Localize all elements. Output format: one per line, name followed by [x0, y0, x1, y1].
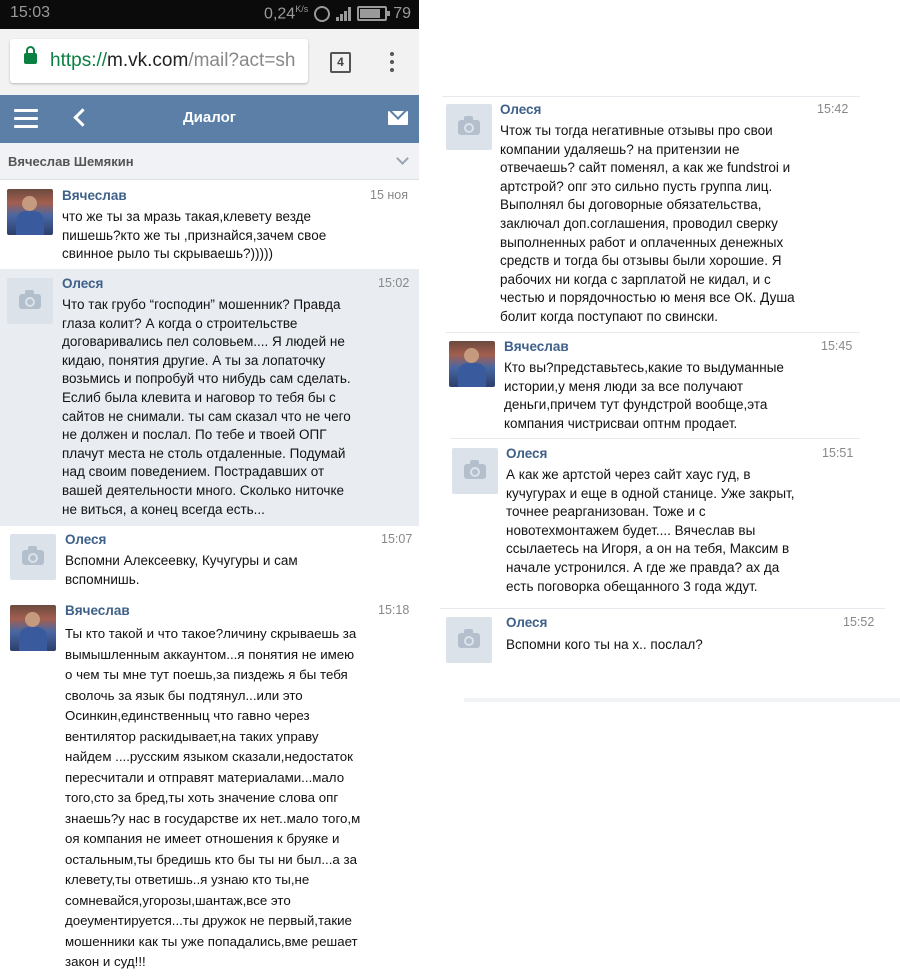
- avatar[interactable]: [10, 534, 56, 580]
- message-time: 15:51: [822, 446, 854, 460]
- message-item[interactable]: [440, 608, 885, 676]
- page-title: Диалог: [183, 109, 236, 126]
- camera-icon: [22, 550, 44, 565]
- message-author[interactable]: Олеся: [506, 446, 548, 461]
- alarm-icon: [314, 6, 330, 22]
- message-author[interactable]: Вячеслав: [65, 603, 130, 618]
- message-time: 15:02: [378, 276, 410, 290]
- message-time: 15:52: [843, 615, 875, 629]
- message-text: А как же артстой через сайт хаус гуд, в кучугурах и еще в одной станице. Уже закрыт, точнее реарганизован. Тоже и с новотехмонтажем будет.... Вячеслав вы ссылаетесь на Игоря, а он на тебя, Максим в начале устронился. А где же правда? ах да есть поговорка обещанного 3 года ждут.: [506, 467, 795, 594]
- more-menu-icon[interactable]: [390, 52, 394, 72]
- avatar[interactable]: [446, 617, 492, 663]
- browser-toolbar: [0, 29, 419, 95]
- message-text: Ты кто такой и что такое?личину скрываешь за вымышленным аккаунтом...я понятия не имею о чем ты мне тут поешь,за пиздежь я бы тебя сволочь за язык бы подтянул...или это Осинкин,единственныц что гавно через вентилятор раскидывает,на таких управу найдем ....русским языком сказали,недостаток пересчитали и отправят материалами...мало того,сто за бред,ты хоть значение слова опг знаешь?у нас в государстве их нет..мало того,м оя компания не имеет отношения к бруяке и остальным,ты бредишь кто бы ты ни был...а за клевету,ты ответишь..я узнаю кто ты,не сомневайся,угорозы,шантаж,все это доеументируется...ты дружок не первый,такие мошенники как ты уже попадались,вме решает закон и суд!!!: [65, 626, 361, 969]
- message-author[interactable]: Вячеслав: [504, 339, 569, 354]
- message-author[interactable]: Вячеслав: [62, 188, 127, 203]
- app-header: [0, 95, 419, 143]
- message-text: Вспомни Алексеевку, Кучугуры и сам вспомнишь.: [65, 553, 298, 587]
- message-text: Кто вы?представьтесь,какие то выдуманные истории,у меня люди за все получают деньги,причем тут фундстрой вообще,эта компания чистрисваи оптнм продает.: [504, 360, 784, 431]
- message-time: 15:07: [381, 532, 413, 546]
- camera-icon: [458, 120, 480, 135]
- message-item[interactable]: [446, 332, 860, 438]
- avatar[interactable]: [10, 605, 56, 651]
- message-author[interactable]: Олеся: [500, 102, 542, 117]
- message-author[interactable]: Олеся: [62, 276, 104, 291]
- data-rate: $0,24^{K/s}$: [264, 4, 309, 23]
- message-author[interactable]: Олеся: [506, 615, 548, 630]
- message-item[interactable]: [0, 179, 419, 269]
- avatar[interactable]: [7, 278, 53, 324]
- avatar[interactable]: [7, 189, 53, 235]
- mail-icon[interactable]: [388, 111, 408, 125]
- peer-name: Вячеслав Шемякин: [8, 154, 134, 169]
- message-author[interactable]: Олеся: [65, 532, 107, 547]
- avatar[interactable]: [452, 448, 498, 494]
- camera-icon: [19, 294, 41, 309]
- message-time: 15:42: [817, 102, 849, 116]
- avatar[interactable]: [449, 341, 495, 387]
- message-text: что же ты за мразь такая,клевету везде пишешь?кто же ты ,признайся,зачем свое свинное рыло ты скрываешь?))))): [62, 209, 327, 262]
- lock-icon: [24, 53, 37, 64]
- message-text: Что так грубо “господин” мошенник? Правда глаза колит? А когда о строительстве договаривались пел соловьем.... Я людей не кидаю, понятия другие. А ты за лопаточку возьмись и попробуй что нибудь сам сделать. Еслиб была клевита и наговор то тебя бы с сайтов не снимали. ты сам сказал что не чего не должен и послал. По тебе и твоей ОПГ плачут места не столь отдаленные. Подумай над своим поведением. Пострадавших от вашей деятельности много. Сколько ниточке не виться, а конец всегда есть...: [62, 297, 351, 517]
- message-item[interactable]: [0, 526, 419, 598]
- avatar[interactable]: [446, 104, 492, 150]
- message-item[interactable]: [0, 598, 419, 976]
- message-time: 15:18: [378, 603, 410, 617]
- message-item[interactable]: [442, 96, 860, 332]
- message-time: 15:45: [821, 339, 853, 353]
- message-item[interactable]: [450, 438, 862, 608]
- battery-icon: [357, 6, 387, 21]
- camera-icon: [464, 464, 486, 479]
- tab-switcher-button[interactable]: 4: [330, 52, 351, 73]
- message-item[interactable]: [0, 269, 419, 526]
- message-time: 15 ноя: [370, 188, 409, 202]
- battery-level: 79: [393, 4, 411, 22]
- signal-icon: [336, 7, 351, 21]
- url-text: https://m.vk.com/mail?act=sh: [50, 50, 296, 71]
- phone-screenshot-left: [0, 0, 419, 976]
- status-bar: [0, 0, 419, 29]
- status-time: 15:03: [10, 4, 51, 21]
- divider: [464, 698, 900, 702]
- chevron-down-icon[interactable]: [396, 152, 409, 165]
- conversation-peer-bar[interactable]: [0, 143, 419, 180]
- message-text: Вспомни кого ты на х.. послал?: [506, 637, 703, 652]
- camera-icon: [458, 633, 480, 648]
- url-bar[interactable]: [10, 39, 308, 83]
- message-text: Чтож ты тогда негативные отзывы про свои компании удаляешь? на притензии не отвечаешь? сайт поменял, а как же fundstroi и артстрой? опг это сильно пусть группа лиц. Выполнял бы договорные обязательства, заключал доп.соглашения, проводил сверку выполненных работ и оплаченных денежных средств и тогда бы отзывы были хорошие. Я рабочих ни когда с зарплатой не кидал, и с честью и порядочностью ю меня все ОК. Душа болит когда поступают по свински.: [500, 123, 795, 324]
